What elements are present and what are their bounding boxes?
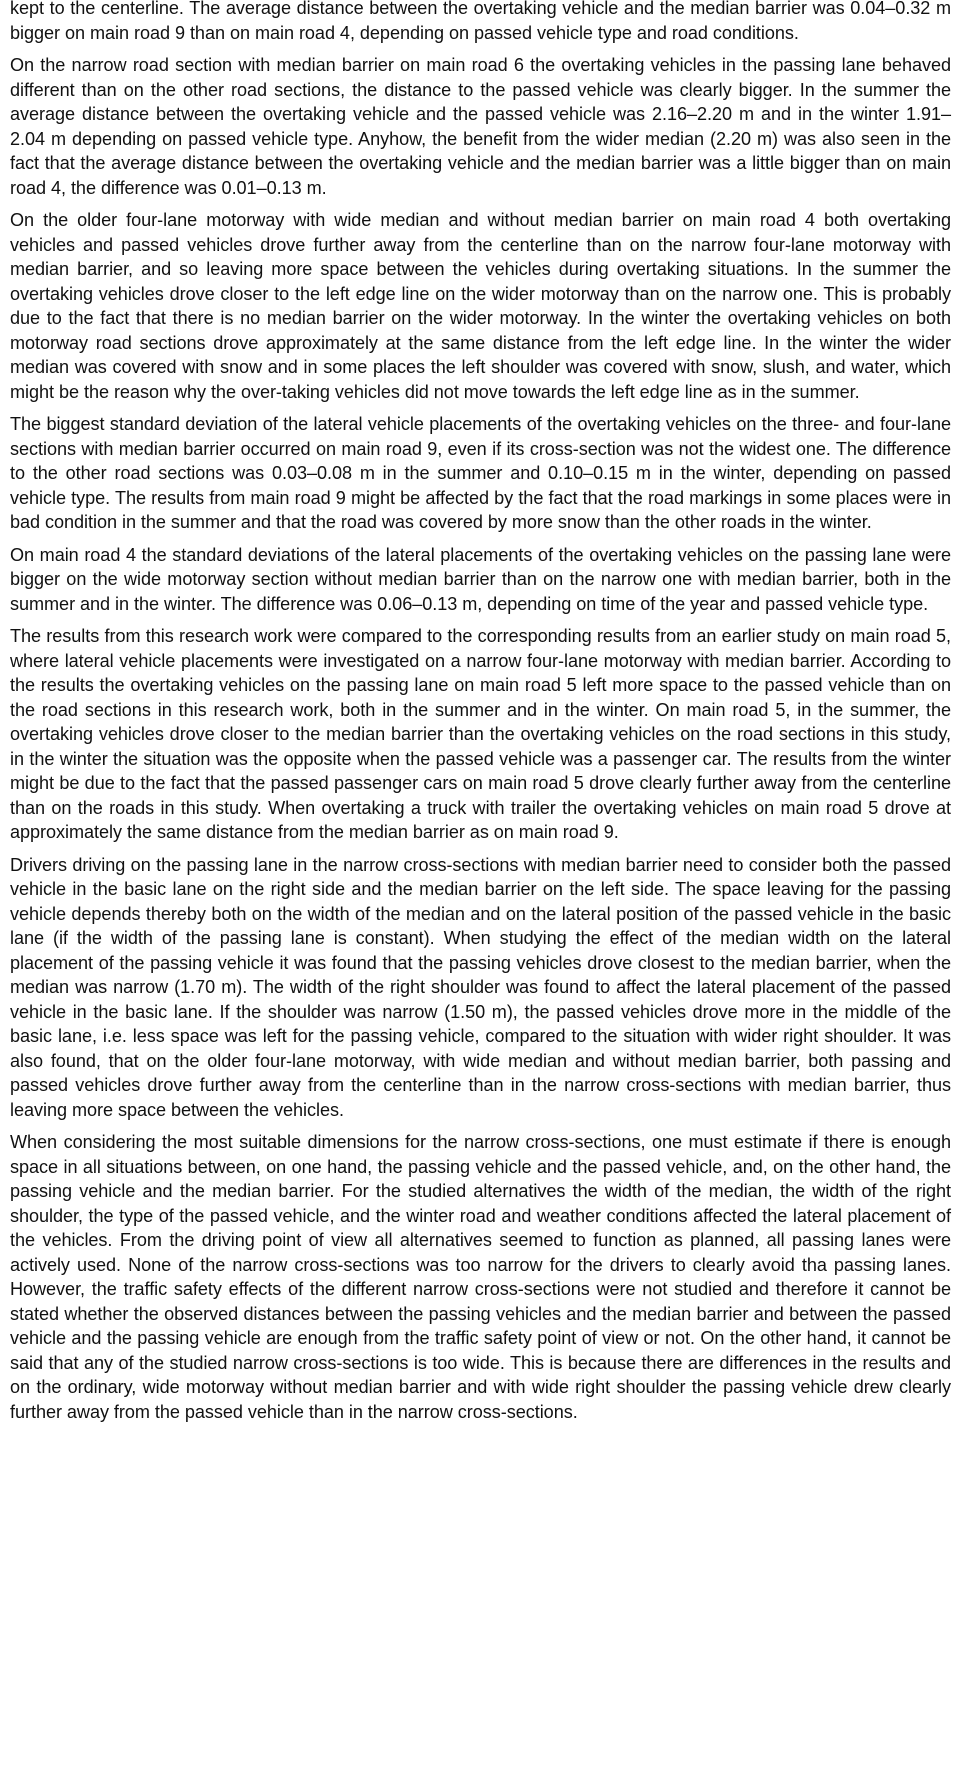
paragraph-8: When considering the most suitable dimensions for the narrow cross-sections, one must estimate if there is enough space in all situations between, on one hand, the passing vehicle and the passed vehicle, and, on the other hand, the passing vehicle and the median barrier. For the studied alternatives the width of the median, the width of the right shoulder, the type of the passed vehicle, and the winter road and weather conditions affected the lateral placement of the vehicles. From the driving point of view all alternatives seemed to function as planned, all passing lanes were actively used. None of the narrow cross-sections was too narrow for the drivers to clearly avoid tha passing lanes. However, the traffic safety effects of the different narrow cross-sections were not studied and therefore it cannot be stated whether the observed distances between the passing vehicles and the median barrier and between the passed vehicle and the passing vehicle are enough from the traffic safety point of view or not. On the other hand, it cannot be said that any of the studied narrow cross-sections is too wide. This is because there are differences in the results and on the ordinary, wide motorway without median barrier and with wide right shoulder the passing vehicle drew clearly further away from the passed vehicle than in the narrow cross-sections. [10, 1132, 951, 1422]
paragraph-5: On main road 4 the standard deviations of the lateral placements of the overtaking vehicles on the passing lane were bigger on the wide motorway section without median barrier than on the narrow one with median barrier, both in the summer and in the winter. The difference was 0.06–0.13 m, depending on time of the year and passed vehicle type. [10, 544, 951, 614]
paragraph-4: The biggest standard deviation of the lateral vehicle placements of the overtaking vehicles on the three- and four-lane sections with median barrier occurred on main road 9, even if its cross-section was not the widest one. The difference to the other road sections was 0.03–0.08 m in the summer and 0.10–0.15 m in the winter, depending on passed vehicle type. The results from main road 9 might be affected by the fact that the road markings in some places were in bad condition in the summer and that the road was covered by more snow than the other roads in the winter. [10, 414, 951, 532]
paragraph-2: On the narrow road section with median barrier on main road 6 the overtaking vehicles in the passing lane behaved different than on the other road sections, the distance to the passed vehicle was clearly bigger. In the summer the average distance between the overtaking vehicle and the passed vehicle was 2.16–2.20 m and in the winter 1.91–2.04 m depending on passed vehicle type. Anyhow, the benefit from the wider median (2.20 m) was also seen in the fact that the average distance between the overtaking vehicle and the median barrier was a little bigger than on main road 4, the difference was 0.01–0.13 m. [10, 55, 951, 198]
paragraph-6: The results from this research work were compared to the corresponding results from an earlier study on main road 5, where lateral vehicle placements were investigated on a narrow four-lane motorway with median barrier. According to the results the overtaking vehicles on the passing lane on main road 5 left more space to the passed vehicle than on the road sections in this research work, both in the summer and in the winter. On main road 5, in the summer, the overtaking vehicles drove closer to the median barrier than the overtaking vehicles on the road sections in this study, in the winter the situation was the opposite when the passed vehicle was a passenger car. The results from the winter might be due to the fact that the passed passenger cars on main road 5 drove clearly further away from the centerline than on the roads in this study. When overtaking a truck with trailer the overtaking vehicles on main road 5 drove at approximately the same distance from the median barrier as on main road 9. [10, 626, 951, 842]
paragraph-1: kept to the centerline. The average distance between the overtaking vehicle and the median barrier was 0.04–0.32 m bigger on main road 9 than on main road 4, depending on passed vehicle type and road conditions. [10, 0, 951, 43]
paragraph-3: On the older four-lane motorway with wide median and without median barrier on main road 4 both overtaking vehicles and passed vehicles drove further away from the centerline than on the narrow four-lane motorway with median barrier, and so leaving more space between the vehicles during overtaking situations. In the summer the overtaking vehicles drove closer to the left edge line on the wider motorway than on the narrow one. This is probably due to the fact that there is no median barrier on the wider motorway. In the winter the overtaking vehicles on both motorway road sections drove approximately at the same distance from the left edge line. In the winter the wider median was covered with snow and in some places the left shoulder was covered with snow, slush, and water, which might be the reason why the over-taking vehicles did not move towards the left edge line as in the summer. [10, 210, 951, 402]
paragraph-7: Drivers driving on the passing lane in the narrow cross-sections with median barrier need to consider both the passed vehicle in the basic lane on the right side and the median barrier on the left side. The space leaving for the passing vehicle depends thereby both on the width of the median and on the lateral position of the passed vehicle in the basic lane (if the width of the passing lane is constant). When studying the effect of the median width on the lateral placement of the passing vehicle it was found that the passing vehicles drove closest to the median barrier, when the median was narrow (1.70 m). The width of the right shoulder was found to affect the lateral placement of the passed vehicle in the basic lane. If the shoulder was narrow (1.50 m), the passed vehicles drove more in the middle of the basic lane, i.e. less space was left for the passing vehicle, compared to the situation with wider right shoulder. It was also found, that on the older four-lane motorway, with wide median and without median barrier, both passing and passed vehicles drove further away from the centerline than in the narrow cross-sections with median barrier, thus leaving more space between the vehicles. [10, 854, 951, 1120]
